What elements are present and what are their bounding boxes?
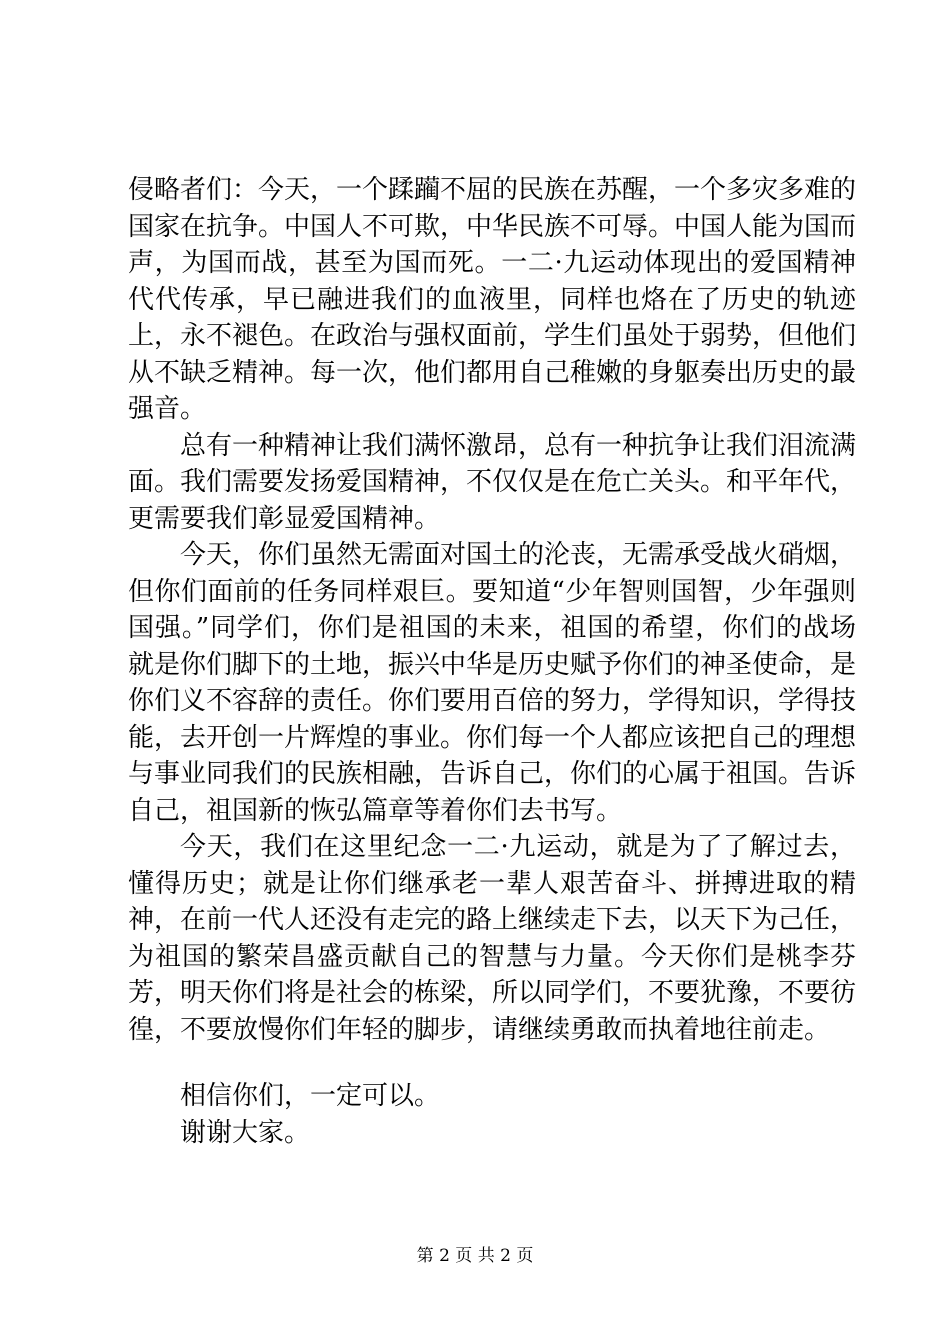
paragraph-spacer [128, 1048, 856, 1078]
paragraph-2: 总有一种精神让我们满怀激昂，总有一种抗争让我们泪流满面。我们需要发扬爱国精神，不仅仅是在危亡关头。和平年代，更需要我们彰显爱国精神。 [128, 430, 857, 534]
closing-line-2: 谢谢大家。 [180, 1117, 311, 1148]
paragraph-3: 今天，你们虽然无需面对国土的沦丧，无需承受战火硝烟，但你们面前的任务同样艰巨。要知道“少年智则国智，少年强则国强。”同学们，你们是祖国的未来，祖国的希望，你们的战场就是你们脚下的土地，振兴中华是历史赋予你们的神圣使命，是你们义不容辞的责任。你们要用百倍的努力，学得知识，学得技能，去开创一片辉煌的事业。你们每一个人都应该把自己的理想与事业同我们的民族相融，告诉自己，你们的心属于祖国。告诉自己，祖国新的恢弘篇章等着你们去书写。 [128, 540, 857, 826]
paragraph-4: 今天，我们在这里纪念一二·九运动，就是为了了解过去，懂得历史；就是让你们继承老一辈人艰苦奋斗、拼搏进取的精神，在前一代人还没有走完的路上继续走下去，以天下为己任，为祖国的繁荣昌盛贡献自己的智慧与力量。今天你们是桃李芬芳，明天你们将是社会的栋梁，所以同学们，不要犹豫，不要彷徨，不要放慢你们年轻的脚步，请继续勇敢而执着地往前走。 [128, 832, 857, 1045]
closing-line-1: 相信你们，一定可以。 [180, 1081, 441, 1111]
page-number-footer: 第 2 页 共 2 页 [416, 1246, 534, 1266]
paragraph-1: 侵略者们：今天，一个蹂躏不屈的民族在苏醒，一个多灾多难的国家在抗争。中国人不可欺，中华民族不可辱。中国人能为国而声，为国而战，甚至为国而死。一二·九运动体现出的爱国精神代代传承，早已融进我们的血液里，同样也烙在了历史的轨迹上，永不褪色。在政治与强权面前，学生们虽处于弱势，但他们从不缺乏精神。每一次，他们都用自己稚嫩的身躯奏出历史的最强音。 [128, 175, 857, 424]
document-body [128, 172, 856, 1151]
